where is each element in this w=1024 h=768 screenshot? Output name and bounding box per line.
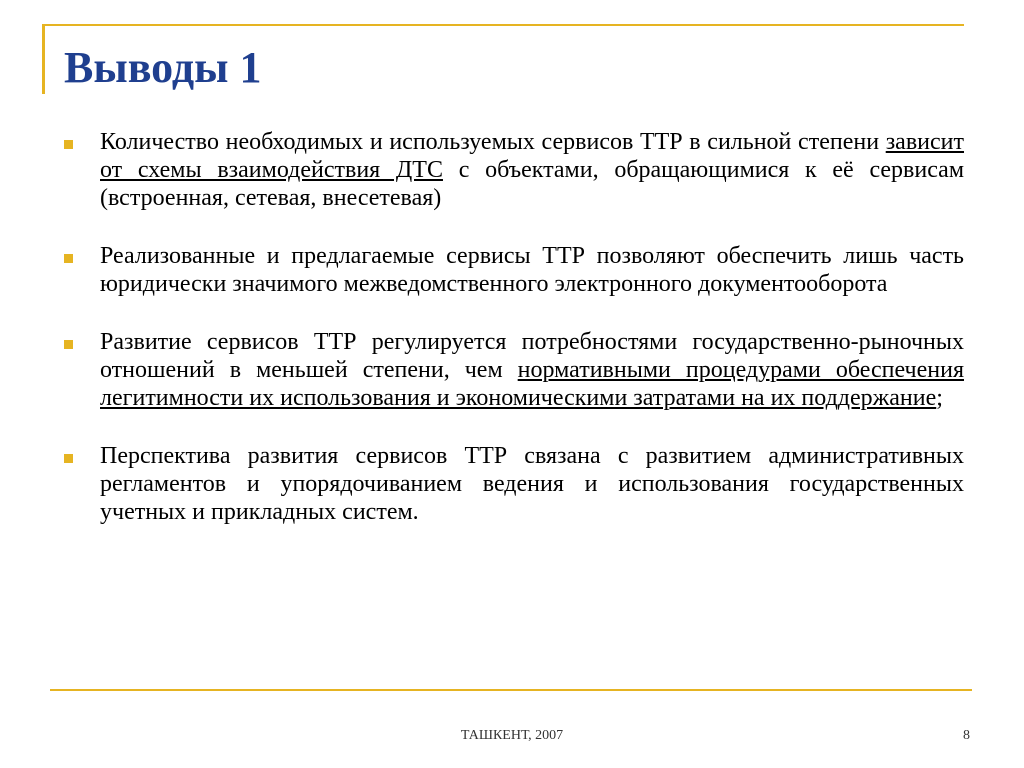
bullet-list bbox=[64, 128, 964, 556]
bullet-1-text-end: с объектами, обращающимися к её сервисам (встроенная, сетевая, внесетевая) bbox=[100, 157, 965, 211]
bullet-text-4: Перспектива развития сервисов ТТР связана с развитием административных регламентов и упорядочиванием ведения и использования государственных учетных и прикладных систем. bbox=[100, 443, 964, 525]
bullet-item-4 bbox=[64, 442, 964, 526]
square-bullet-icon bbox=[64, 454, 73, 463]
bullet-text-3 bbox=[100, 328, 964, 412]
bullet-3-text-start: Развитие сервисов ТТР регулируется потребностями государственно-рыночных отношений в меньшей степени, чем bbox=[100, 329, 964, 383]
bullet-3-underlined-text: нормативными процедурами обеспечения легитимности их использования и экономическими затратами на их поддержание bbox=[100, 357, 964, 411]
bullet-1-text-start: Количество необходимых и используемых сервисов ТТР в сильной степени bbox=[100, 129, 886, 155]
square-bullet-icon bbox=[64, 340, 73, 349]
bullet-3-text-end: ; bbox=[936, 385, 943, 411]
bullet-item-3 bbox=[64, 328, 964, 412]
bullet-item-1 bbox=[64, 128, 964, 212]
square-bullet-icon bbox=[64, 254, 73, 263]
bottom-divider-line bbox=[50, 689, 972, 691]
top-divider-line bbox=[42, 24, 964, 26]
bullet-1-underlined-text: зависит от схемы взаимодействия ДТС bbox=[100, 129, 964, 183]
bullet-text-1 bbox=[100, 128, 964, 212]
title-accent-bar bbox=[42, 24, 45, 94]
slide-title: Выводы 1 bbox=[64, 43, 262, 92]
square-bullet-icon bbox=[64, 140, 73, 149]
footer-location-year: ТАШКЕНТ, 2007 bbox=[460, 728, 564, 743]
page-number: 8 bbox=[963, 728, 970, 743]
bullet-item-2 bbox=[64, 242, 964, 298]
bullet-text-2: Реализованные и предлагаемые сервисы ТТР позволяют обеспечить лишь часть юридически значимого межведомственного электронного документооборота bbox=[100, 243, 964, 297]
